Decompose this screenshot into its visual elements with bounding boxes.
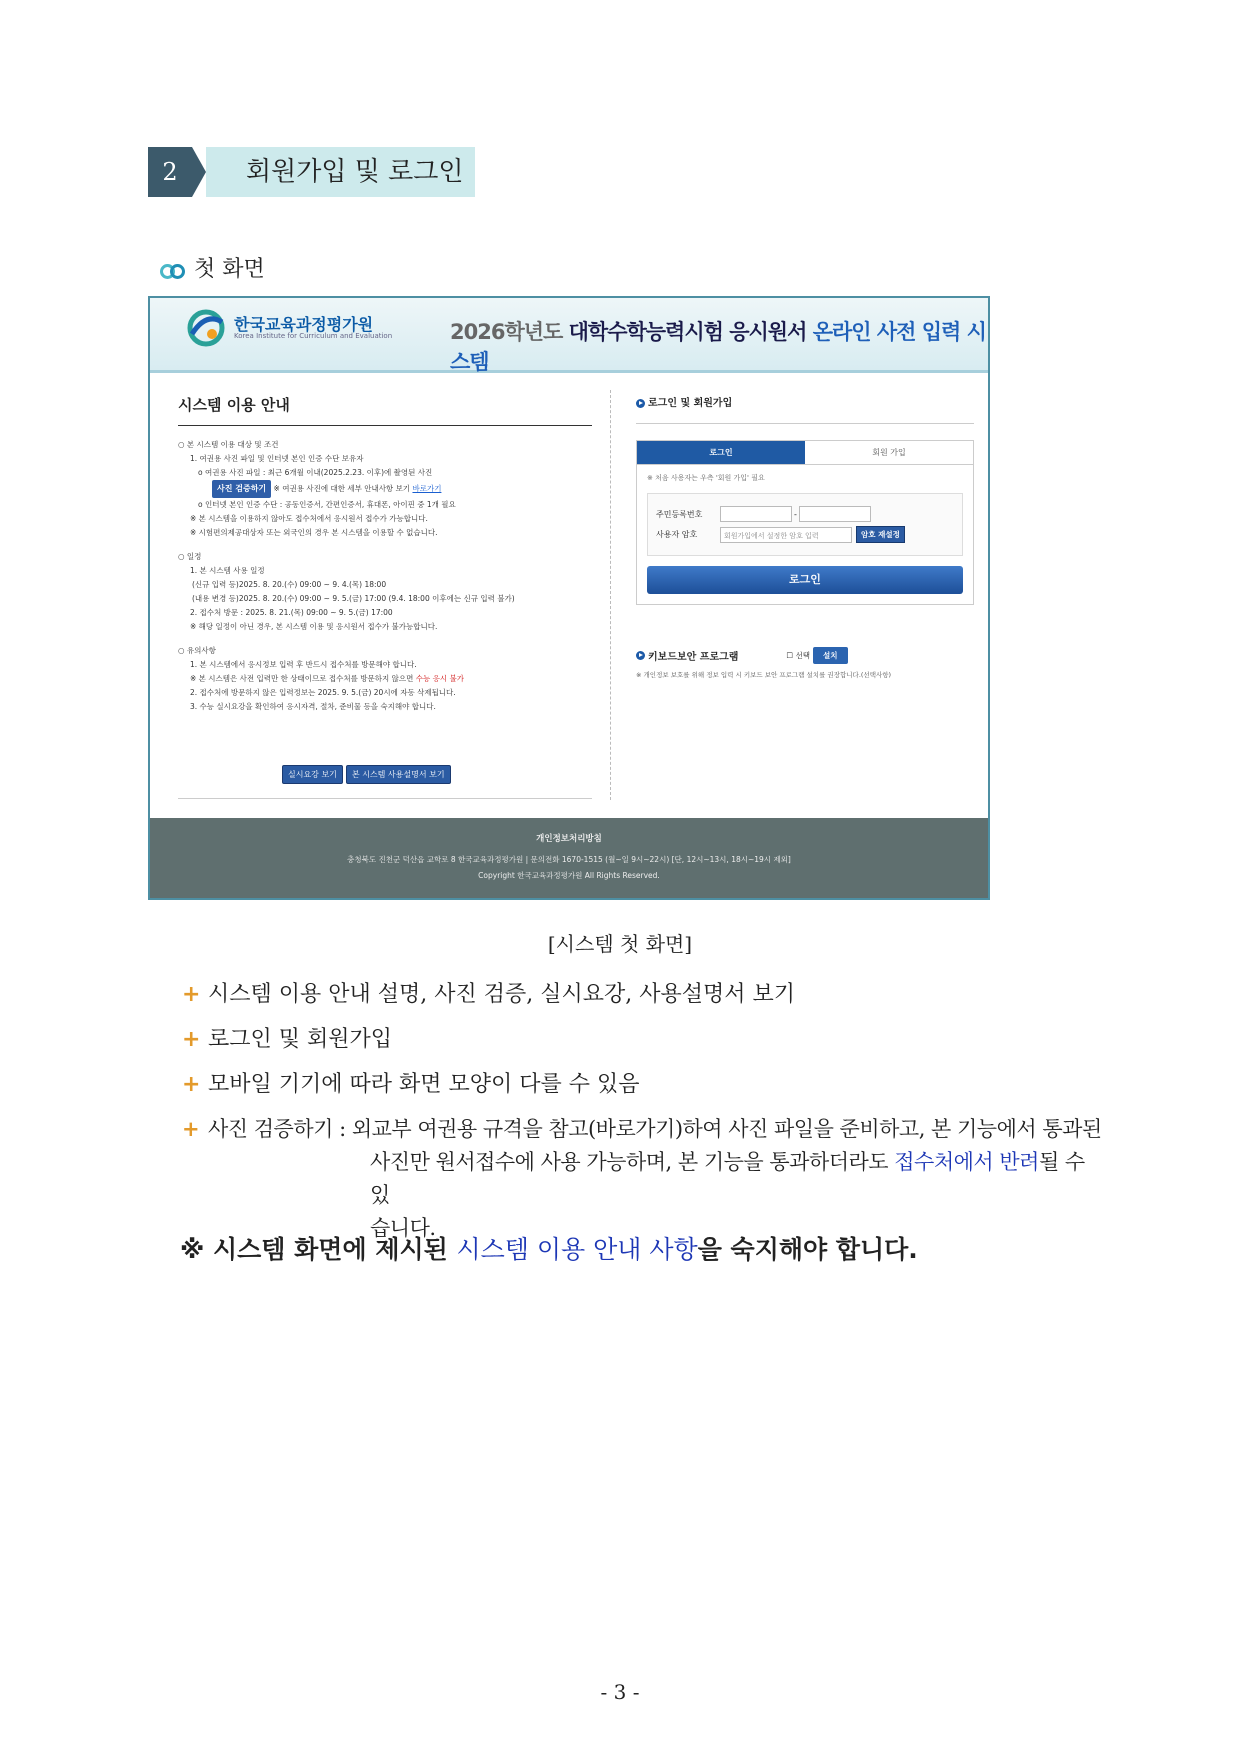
footer-address: 충청북도 진천군 덕산읍 교학로 8 한국교육과정평가원 | 문의전화 1670-1515 (월~일 9시~22시) [단, 12시~13시, 18시~19시 제외] [347, 855, 791, 864]
page-number: - 3 - [600, 1680, 640, 1704]
section-number: 2 [148, 147, 192, 197]
guide-title: 시스템 이용 안내 [178, 394, 592, 426]
login-box [636, 465, 974, 605]
kb-note: ※ 개인정보 보호를 위해 정보 입력 시 키보드 보안 프로그램 설치를 권장합니다.(선택사항) [636, 671, 892, 679]
divider-line [178, 798, 592, 799]
figure-caption: [시스템 첫 화면] [547, 932, 693, 956]
list-item: + 시스템 이용 안내 설명, 사진 검증, 실시요강, 사용설명서 보기 [182, 978, 1102, 1011]
bullet-list [182, 978, 1102, 1257]
guide-buttons [282, 762, 454, 784]
rrn-back-input[interactable] [799, 506, 871, 522]
login-tabs [636, 440, 974, 465]
subheading-text: 첫 화면 [194, 257, 265, 282]
login-pane [636, 394, 974, 679]
pane-divider [610, 390, 611, 800]
subheading [160, 252, 265, 283]
footer-copyright: Copyright 한국교육과정평가원 All Rights Reserved. [478, 871, 660, 880]
keyboard-security-row: 키보드보안 프로그램 ☐ 선택 설치 [636, 647, 974, 664]
photo-verify-button[interactable]: 사진 검증하기 [212, 480, 271, 498]
bullet-arrow-icon [636, 399, 645, 408]
tab-join[interactable]: 회원 가입 [805, 441, 973, 464]
plus-icon: + [182, 982, 201, 1007]
kb-select-checkbox[interactable]: ☐ 선택 [786, 651, 811, 660]
plus-icon: + [182, 1072, 201, 1097]
view-guide-button[interactable]: 실시요강 보기 [282, 765, 343, 784]
password-label: 사용자 암호 [656, 530, 698, 539]
system-title: 2026학년도 대학수학능력시험 응시원서 온라인 사전 입력 시스템 [450, 320, 986, 374]
double-ring-icon [160, 263, 186, 277]
kice-logo-icon [186, 308, 228, 348]
password-reset-button[interactable]: 암호 재설정 [856, 526, 905, 543]
rrn-label: 주민등록번호 [656, 509, 703, 519]
plus-icon: + [182, 1027, 201, 1052]
section-title: 회원가입 및 로그인 [246, 157, 464, 187]
tab-login[interactable]: 로그인 [637, 441, 805, 464]
logo-text: 한국교육과정평가원 [234, 315, 374, 334]
password-input[interactable]: 회원가입에서 설정한 암호 입력 [720, 527, 852, 543]
list-item: + 사진 검증하기 : 외교부 여권용 규격을 참고(바로가기)하여 사진 파일을 준비하고, 본 기능에서 통과된 사진만 원서접수에 사용 가능하며, 본 기능을 통과하더라도 접수처에서 반려될 수 있 습니다. [182, 1113, 1102, 1245]
list-item: + 모바일 기기에 따라 화면 모양이 다를 수 있음 [182, 1068, 1102, 1101]
screenshot-header [150, 298, 988, 373]
bullet-arrow-icon [636, 651, 645, 660]
list-item: + 로그인 및 회원가입 [182, 1023, 1102, 1056]
first-user-notice: ※ 처음 사용자는 우측 '회원 가입' 필요 [647, 474, 765, 482]
section-arrow [192, 147, 206, 197]
login-form: 주민등록번호 - 사용자 암호 회원가입에서 설정한 암호 입력 암호 재설정 [647, 493, 963, 556]
section-header [148, 147, 475, 197]
guide-text: ○ 본 시스템 이용 대상 및 조건 1. 여권용 사진 파일 및 인터넷 본인 인증 수단 보유자 o 여권용 사진 파일 : 최근 6개월 이내(2025.2.23. 이후)에 촬영된 사진 사진 검증하기 ※ 여권용 사진에 대한 세부 안내사항 보기 바로가기 o 인터넷 본인 인증 수단 : 공동인증서, 간편인증서, 휴대폰, 아이핀 중 1개 필요 ※ 본 시스템을 이용하지 않아도 접수처에서 응시원서 접수가 가능합니다. ※ 시험편의제공대상자 또는 외국인의 경우 본 시스템을 이용할 수 없습니다. ○ 일정 1. 본 시스템 사용 일정 (신규 입력 등)2025. 8. 20.(수) 09:00 ~ 9. 4.(목) 18:00 (내용 변경 등)2025. 8. 20.(수) 09:00 ~ 9. 5.(금) 17:00 (9.4. 18:00 이후에는 신규 입력 불가) 2. 접수처 방문 : 2025. 8. 21.(목) 09:00 ~ 9. 5.(금) 17:00 ※ 해당 일정이 아닌 경우, 본 시스템 이용 및 응시원서 접수가 불가능합니다. ○ 유의사항 1. 본 시스템에서 응시정보 입력 후 반드시 접수처를 방문해야 합니다. ※ 본 시스템은 사전 입력만 한 상태이므로 접수처를 방문하지 않으면 수능 응시 불가 2. 접수처에 방문하지 않은 입력정보는 2025. 9. 5.(금) 20시에 자동 삭제됩니다. 3. 수능 실시요강을 확인하여 응시자격, 절차, 준비물 등을 숙지해야 합니다. [178, 440, 515, 711]
login-button[interactable]: 로그인 [647, 566, 963, 594]
screenshot-footer [150, 818, 988, 898]
shortcut-link[interactable]: 바로가기 [412, 484, 442, 493]
login-header: 로그인 및 회원가입 [636, 394, 974, 424]
system-guide-pane [178, 394, 592, 714]
system-screenshot [148, 296, 990, 900]
view-manual-button[interactable]: 본 시스템 사용설명서 보기 [346, 765, 451, 784]
rrn-front-input[interactable] [720, 506, 792, 522]
kb-install-button[interactable]: 설치 [813, 647, 848, 664]
warning-note: ※ 시스템 화면에 제시된 시스템 이용 안내 사항을 숙지해야 합니다. [180, 1235, 918, 1264]
plus-icon: + [182, 1117, 200, 1141]
logo-subtext: Korea Institute for Curriculum and Evaluation [234, 332, 393, 340]
privacy-policy-link[interactable]: 개인정보처리방침 [536, 834, 602, 844]
